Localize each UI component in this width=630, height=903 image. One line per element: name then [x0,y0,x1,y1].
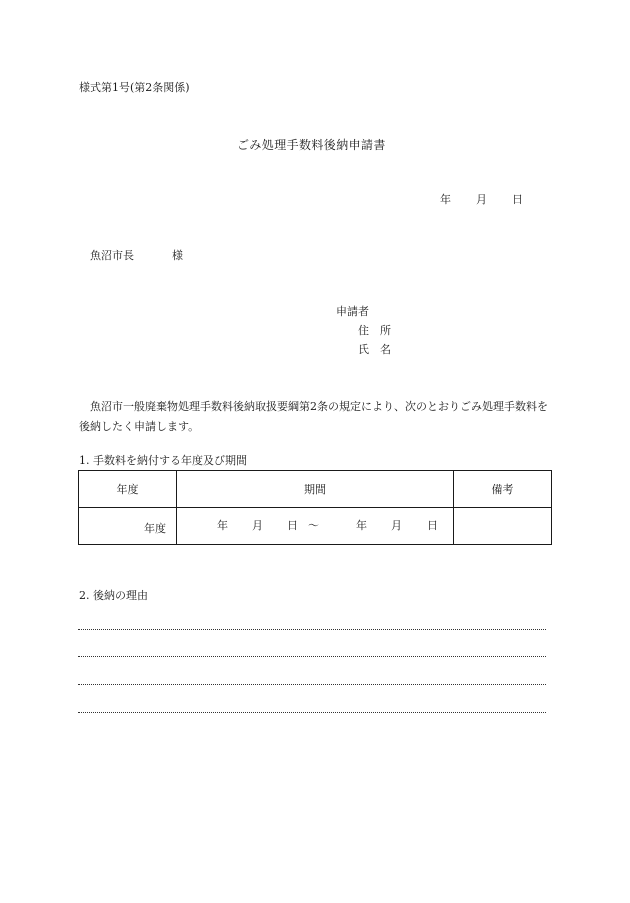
fiscal-year-cell[interactable] [79,508,177,545]
remarks-cell[interactable] [454,508,552,545]
section1-title: 1. 手数料を納付する年度及び期間 [79,454,247,467]
addressee [90,250,183,261]
date-day-label: 日 [512,193,523,206]
header-remarks: 備考 [454,471,552,508]
reason-line[interactable] [78,712,546,713]
period-table [78,470,552,545]
date-line [440,194,523,205]
fiscal-year-suffix: 年度 [144,522,166,535]
section2-title: 2. 後納の理由 [79,589,148,602]
end-year-label: 年 [356,519,367,532]
addressee-honorific: 様 [172,249,183,262]
start-month-label: 月 [252,519,263,532]
start-year-label: 年 [217,519,228,532]
start-day-label: 日 [287,519,298,532]
reason-line[interactable] [78,656,546,657]
end-month-label: 月 [391,519,402,532]
end-day-label: 日 [427,519,438,532]
date-month-label: 月 [476,193,487,206]
period-tilde: ～ [308,519,319,532]
header-period: 期間 [177,471,454,508]
table-header-row [79,471,552,508]
document-title: ごみ処理手数料後納申請書 [237,138,386,152]
applicant-heading: 申請者 [336,305,369,318]
table-row [79,508,552,545]
body-text: 魚沼市一般廃棄物処理手数料後納取扱要綱第2条の規定により、次のとおりごみ処理手数料を後納したく申請します。 [79,400,548,433]
addressee-name: 魚沼市長 [90,249,134,262]
reason-line[interactable] [78,629,546,630]
form-number: 様式第1号(第2条関係) [79,81,190,94]
applicant-address-label: 住 所 [358,324,391,337]
date-year-label: 年 [440,193,451,206]
applicant-name-label: 氏 名 [358,343,391,356]
header-fiscal-year: 年度 [79,471,177,508]
reason-line[interactable] [78,684,546,685]
period-cell[interactable] [177,508,454,545]
